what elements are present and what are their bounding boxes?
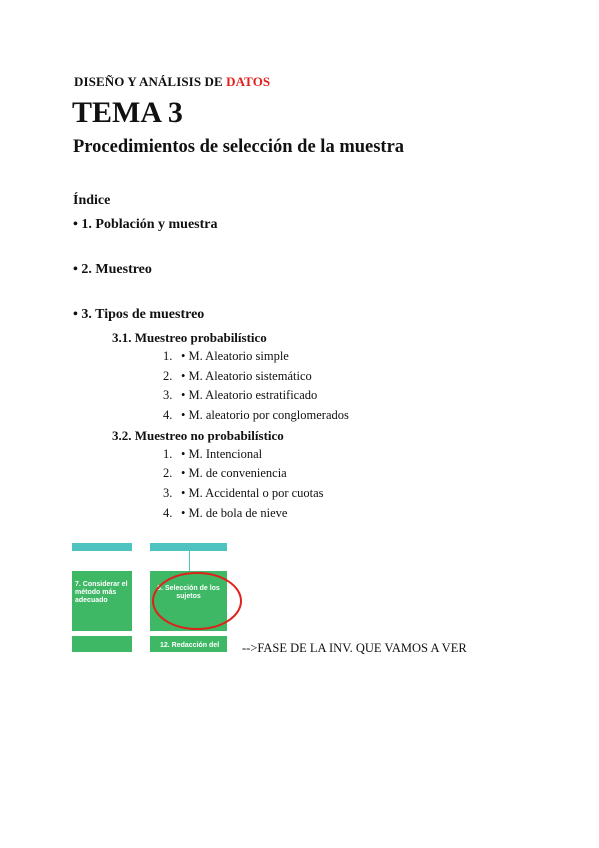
list-item-number: 4.: [163, 408, 173, 422]
document-subtitle: Procedimientos de selección de la muestra: [73, 137, 405, 157]
list-item: [163, 466, 287, 481]
list-item-number: 2.: [163, 369, 173, 383]
index-section-1: • 1. Población y muestra: [73, 217, 218, 232]
list-item: [163, 447, 262, 462]
tema-title: TEMA 3: [72, 96, 183, 129]
course-title: [74, 74, 270, 90]
list-item-number: 1.: [163, 349, 173, 363]
list-item-text: • M. Aleatorio simple: [181, 349, 289, 363]
list-item: [163, 349, 289, 364]
list-item-text: • M. de conveniencia: [181, 466, 287, 480]
list-item: [163, 408, 349, 423]
list-item-number: 1.: [163, 447, 173, 461]
list-item: [163, 506, 287, 521]
phase-note: -->FASE DE LA INV. QUE VAMOS A VER: [242, 641, 467, 655]
index-heading: Índice: [73, 193, 111, 208]
list-item-text: • M. aleatorio por conglomerados: [181, 408, 349, 422]
box-seleccion-sujetos: 8. Selección de los sujetos: [150, 571, 227, 631]
list-item-number: 4.: [163, 506, 173, 520]
green-box-bottom-left: [72, 636, 132, 652]
box-redaccion: 12. Redacción del: [150, 636, 227, 652]
index-section-2: • 2. Muestreo: [73, 262, 152, 277]
subsection-probabilistic: 3.1. Muestreo probabilístico: [112, 330, 267, 345]
index-section-3: • 3. Tipos de muestreo: [73, 307, 205, 322]
list-item-text: • M. Aleatorio estratificado: [181, 388, 318, 402]
list-item-number: 2.: [163, 466, 173, 480]
list-item-text: • M. Intencional: [181, 447, 263, 461]
subsection-non-probabilistic: 3.2. Muestreo no probabilístico: [112, 428, 284, 443]
list-item: [163, 486, 324, 501]
list-item-number: 3.: [163, 486, 173, 500]
list-item-text: • M. Aleatorio sistemático: [181, 369, 312, 383]
list-item: [163, 369, 312, 384]
list-item-number: 3.: [163, 388, 173, 402]
box-considerar-metodo: 7. Considerar el método más adecuado: [72, 571, 132, 631]
list-item-text: • M. de bola de nieve: [181, 506, 288, 520]
course-prefix: DISEÑO Y ANÁLISIS DE: [74, 74, 227, 89]
list-item-text: • M. Accidental o por cuotas: [181, 486, 324, 500]
list-item: [163, 388, 317, 403]
course-highlight: DATOS: [226, 74, 271, 89]
